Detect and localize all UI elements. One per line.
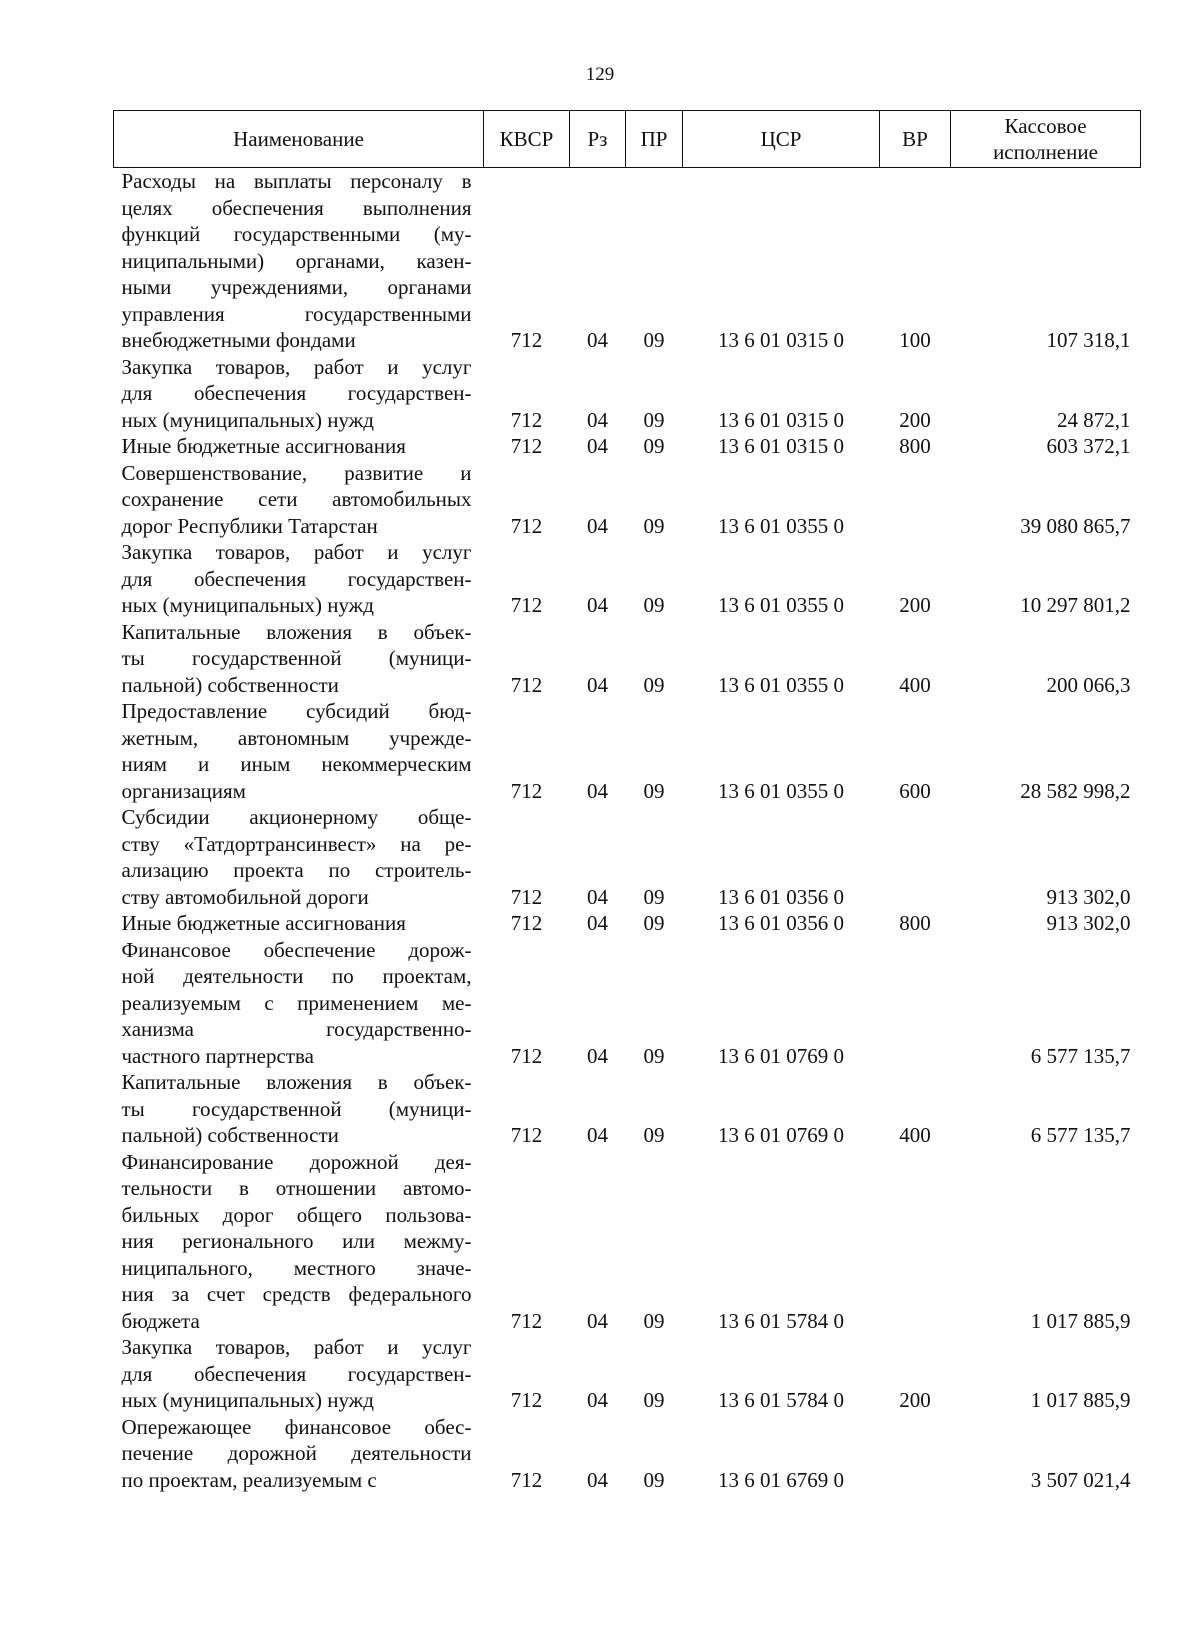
row-rz: 04 xyxy=(587,513,608,538)
row-name-line: ниципального, местного значе- xyxy=(121,1255,472,1280)
row-cash-execution: 913 302,0 xyxy=(1046,884,1131,909)
row-csr: 13 6 01 0315 0 xyxy=(718,328,844,352)
row-pr: 09 xyxy=(643,513,665,538)
table-row xyxy=(114,1069,1141,1149)
row-name xyxy=(114,354,484,434)
table-row xyxy=(114,804,1141,910)
table-row xyxy=(114,1334,1141,1414)
row-kvsr: 712 xyxy=(510,513,543,538)
row-vr xyxy=(880,804,951,910)
row-name-line: Финансовое обеспечение дорож- xyxy=(121,937,472,962)
row-csr: 13 6 01 0355 0 xyxy=(718,593,844,617)
header-cash-execution xyxy=(951,111,1141,168)
row-pr: 09 xyxy=(643,1308,665,1333)
row-vr xyxy=(880,1414,951,1494)
table-row xyxy=(114,460,1141,540)
row-name xyxy=(114,937,484,1070)
header-csr: ЦСР xyxy=(683,111,880,168)
row-name xyxy=(114,910,484,937)
row-name xyxy=(114,1334,484,1414)
row-name-line: Предоставление субсидий бюд- xyxy=(121,699,472,723)
row-pr: 09 xyxy=(643,593,665,617)
row-name-line: Субсидии акционерному обще- xyxy=(121,805,472,829)
row-vr xyxy=(880,1149,951,1335)
budget-table-container xyxy=(113,110,1140,1493)
header-rz: Рз xyxy=(570,111,626,168)
row-name-line: тельности в отношении автомо- xyxy=(121,1176,472,1200)
row-csr: 13 6 01 0769 0 xyxy=(718,1043,844,1068)
row-name-line: Закупка товаров, работ и услуг xyxy=(121,1335,472,1359)
row-pr: 09 xyxy=(643,884,665,909)
row-name-line: ализацию проекта по строитель- xyxy=(121,858,472,882)
row-cash-execution: 39 080 865,7 xyxy=(1020,513,1131,538)
row-csr: 13 6 01 0356 0 xyxy=(718,884,844,909)
header-cash-execution-line2: исполнение xyxy=(993,140,1098,164)
row-kvsr: 712 xyxy=(510,593,543,617)
row-vr: 400 xyxy=(899,672,931,697)
table-row xyxy=(114,433,1141,460)
row-name-line: ных (муниципальных) нужд xyxy=(121,1388,374,1412)
row-vr: 200 xyxy=(899,593,931,617)
header-kvsr: КВСР xyxy=(484,111,570,168)
header-name: Наименование xyxy=(114,111,484,168)
row-name-line: Совершенствование, развитие и xyxy=(121,460,472,485)
table-row xyxy=(114,539,1141,619)
row-rz: 04 xyxy=(587,884,608,909)
row-rz: 04 xyxy=(587,672,608,697)
header-pr: ПР xyxy=(626,111,683,168)
row-name-line: Закупка товаров, работ и услуг xyxy=(121,540,472,564)
row-vr xyxy=(880,937,951,1070)
row-name-line: бильных дорог общего пользова- xyxy=(121,1202,472,1227)
row-name-line: ной деятельности по проектам, xyxy=(121,964,472,988)
row-cash-execution: 913 302,0 xyxy=(1046,911,1131,935)
table-row xyxy=(114,698,1141,804)
row-kvsr: 712 xyxy=(510,1467,543,1492)
row-csr: 13 6 01 0769 0 xyxy=(718,1123,844,1147)
row-name-line: Иные бюджетные ассигнования xyxy=(121,911,406,935)
budget-execution-table xyxy=(113,110,1141,1493)
row-name-line: для обеспечения государствен- xyxy=(121,381,472,405)
row-csr: 13 6 01 0355 0 xyxy=(718,513,844,538)
row-name-line: пальной) собственности xyxy=(121,672,339,697)
row-vr xyxy=(880,460,951,540)
header-cash-execution-line1: Кассовое xyxy=(1004,114,1087,138)
row-cash-execution: 24 872,1 xyxy=(1057,407,1131,432)
row-rz: 04 xyxy=(587,434,608,458)
row-name-line: Финансирование дорожной дея- xyxy=(121,1149,472,1174)
row-name-line: ниям и иным некоммерческим xyxy=(121,752,472,776)
row-name-line: Капитальные вложения в объек- xyxy=(121,619,472,644)
row-name-line: пальной) собственности xyxy=(121,1123,339,1147)
table-row xyxy=(114,1414,1141,1494)
row-name-line: Иные бюджетные ассигнования xyxy=(121,434,406,458)
row-rz: 04 xyxy=(587,407,608,432)
row-name xyxy=(114,168,484,354)
table-header xyxy=(114,111,1141,168)
table-row xyxy=(114,354,1141,434)
row-name-line: внебюджетными фондами xyxy=(121,328,356,352)
row-name-line: Расходы на выплаты персоналу в xyxy=(121,169,472,193)
row-kvsr: 712 xyxy=(510,884,543,909)
row-cash-execution: 3 507 021,4 xyxy=(1030,1467,1131,1492)
row-name xyxy=(114,1069,484,1149)
row-rz: 04 xyxy=(587,1123,608,1147)
row-csr: 13 6 01 0355 0 xyxy=(718,778,844,803)
row-csr: 13 6 01 5784 0 xyxy=(718,1308,844,1333)
row-pr: 09 xyxy=(643,434,665,458)
row-pr: 09 xyxy=(643,328,665,352)
table-row xyxy=(114,910,1141,937)
row-vr: 800 xyxy=(899,434,931,458)
row-name-line: Опережающее финансовое обес- xyxy=(121,1414,472,1439)
row-name xyxy=(114,460,484,540)
row-cash-execution: 603 372,1 xyxy=(1046,434,1131,458)
header-vr: ВР xyxy=(880,111,951,168)
row-rz: 04 xyxy=(587,778,608,803)
row-pr: 09 xyxy=(643,1467,665,1492)
row-name-line: по проектам, реализуемым с xyxy=(121,1467,377,1492)
row-cash-execution: 6 577 135,7 xyxy=(1030,1043,1131,1068)
row-name-line: печение дорожной деятельности xyxy=(121,1441,472,1465)
row-kvsr: 712 xyxy=(510,778,543,803)
row-kvsr: 712 xyxy=(510,672,543,697)
row-name-line: жетным, автономным учрежде- xyxy=(121,725,472,750)
row-pr: 09 xyxy=(643,1123,665,1147)
row-csr: 13 6 01 0315 0 xyxy=(718,407,844,432)
row-name xyxy=(114,433,484,460)
row-kvsr: 712 xyxy=(510,328,543,352)
row-pr: 09 xyxy=(643,672,665,697)
row-pr: 09 xyxy=(643,911,665,935)
row-name-line: ных (муниципальных) нужд xyxy=(121,407,374,432)
row-name-line: Закупка товаров, работ и услуг xyxy=(121,354,472,379)
row-pr: 09 xyxy=(643,407,665,432)
row-cash-execution: 6 577 135,7 xyxy=(1030,1123,1131,1147)
row-rz: 04 xyxy=(587,911,608,935)
row-kvsr: 712 xyxy=(510,434,543,458)
row-name-line: ных (муниципальных) нужд xyxy=(121,593,374,617)
row-kvsr: 712 xyxy=(510,1123,543,1147)
row-name-line: целях обеспечения выполнения xyxy=(121,195,472,220)
row-csr: 13 6 01 0355 0 xyxy=(718,672,844,697)
row-name-line: сохранение сети автомобильных xyxy=(121,487,472,511)
row-vr: 400 xyxy=(899,1123,931,1147)
row-name-line: дорог Республики Татарстан xyxy=(121,513,378,538)
row-name-line: ния регионального или межму- xyxy=(121,1229,472,1253)
row-name-line: ты государственной (муници- xyxy=(121,1096,472,1121)
row-csr: 13 6 01 0356 0 xyxy=(718,911,844,935)
row-name xyxy=(114,539,484,619)
row-csr: 13 6 01 0315 0 xyxy=(718,434,844,458)
row-name-line: ты государственной (муници- xyxy=(121,646,472,670)
row-vr: 200 xyxy=(899,1388,931,1412)
row-cash-execution: 10 297 801,2 xyxy=(1020,593,1131,617)
row-cash-execution: 1 017 885,9 xyxy=(1030,1308,1131,1333)
row-csr: 13 6 01 6769 0 xyxy=(718,1467,844,1492)
row-name-line: ниципальными) органами, казен- xyxy=(121,248,472,273)
row-rz: 04 xyxy=(587,593,608,617)
row-name-line: Капитальные вложения в объек- xyxy=(121,1070,472,1094)
row-rz: 04 xyxy=(587,1467,608,1492)
row-name-line: функций государственными (му- xyxy=(121,222,472,246)
row-cash-execution: 28 582 998,2 xyxy=(1020,778,1131,803)
row-rz: 04 xyxy=(587,328,608,352)
row-cash-execution: 1 017 885,9 xyxy=(1030,1388,1131,1412)
row-name-line: ству автомобильной дороги xyxy=(121,884,369,909)
row-name-line: ния за счет средств федерального xyxy=(121,1282,472,1306)
row-rz: 04 xyxy=(587,1043,608,1068)
row-name-line: бюджета xyxy=(121,1308,200,1333)
table-row xyxy=(114,937,1141,1070)
row-vr: 800 xyxy=(899,911,931,935)
row-pr: 09 xyxy=(643,778,665,803)
row-name-line: реализуемым с применением ме- xyxy=(121,990,472,1015)
table-row xyxy=(114,619,1141,699)
row-kvsr: 712 xyxy=(510,911,543,935)
row-name xyxy=(114,1414,484,1494)
row-kvsr: 712 xyxy=(510,407,543,432)
row-csr: 13 6 01 5784 0 xyxy=(718,1388,844,1412)
row-pr: 09 xyxy=(643,1043,665,1068)
row-kvsr: 712 xyxy=(510,1308,543,1333)
row-name-line: частного партнерства xyxy=(121,1043,314,1068)
table-body xyxy=(114,168,1141,1494)
row-kvsr: 712 xyxy=(510,1388,543,1412)
row-kvsr: 712 xyxy=(510,1043,543,1068)
row-name-line: управления государственными xyxy=(121,301,472,326)
row-vr: 100 xyxy=(899,328,931,352)
row-name-line: ными учреждениями, органами xyxy=(121,275,472,299)
row-name-line: ханизма государственно- xyxy=(121,1017,472,1041)
table-row xyxy=(114,1149,1141,1335)
row-pr: 09 xyxy=(643,1388,665,1412)
row-name-line: ству «Татдортрансинвест» на ре- xyxy=(121,831,472,856)
row-vr: 200 xyxy=(899,407,931,432)
row-name xyxy=(114,698,484,804)
row-cash-execution: 107 318,1 xyxy=(1046,328,1131,352)
page-number: 129 xyxy=(585,64,615,85)
row-rz: 04 xyxy=(587,1308,608,1333)
table-row xyxy=(114,168,1141,354)
row-vr: 600 xyxy=(899,778,931,803)
row-name xyxy=(114,1149,484,1335)
row-name xyxy=(114,804,484,910)
row-rz: 04 xyxy=(587,1388,608,1412)
row-name-line: организациям xyxy=(121,778,246,803)
row-cash-execution: 200 066,3 xyxy=(1046,672,1131,697)
row-name-line: для обеспечения государствен- xyxy=(121,1361,472,1386)
row-name xyxy=(114,619,484,699)
row-name-line: для обеспечения государствен- xyxy=(121,566,472,591)
